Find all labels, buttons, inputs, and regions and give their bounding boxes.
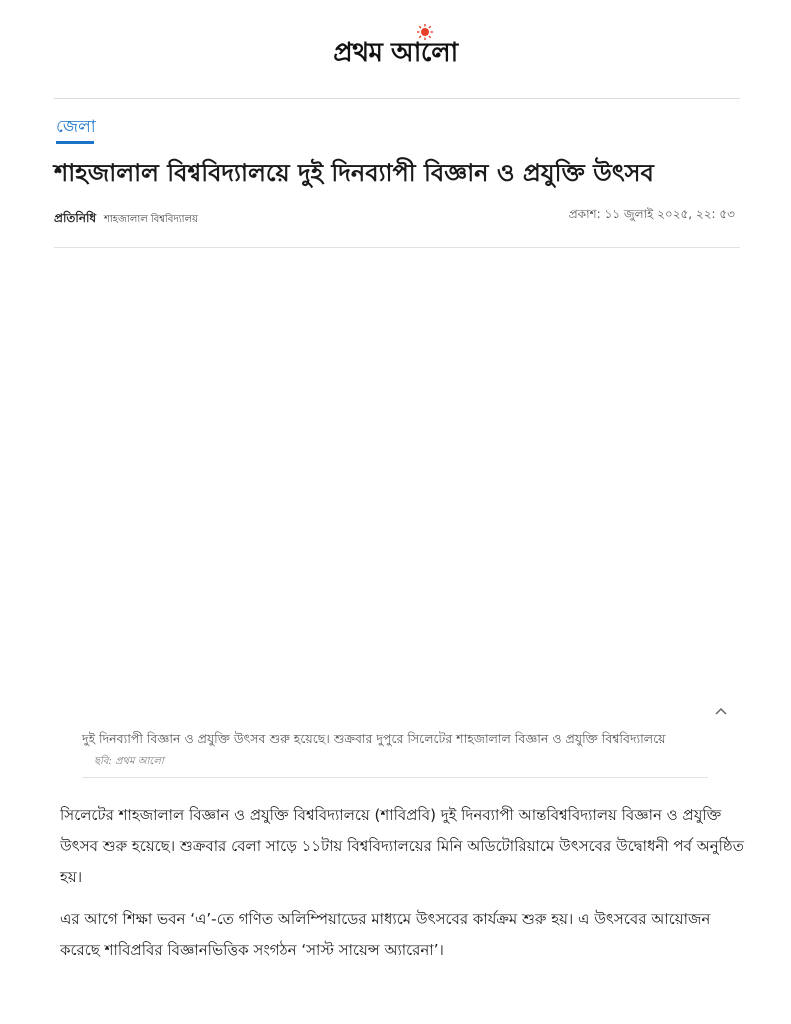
byline-divider [54,247,740,248]
photo-credit: ছবি: প্রথম আলো [94,756,164,767]
caption-text: দুই দিনব্যাপী বিজ্ঞান ও প্রযুক্তি উৎসব শুরু হয়েছে। শুক্রবার দুপুরে সিলেটের শাহজালাল বিজ্ঞান ও প্রযুক্তি বিশ্ববিদ্যালয়ে [82,731,666,746]
site-logo[interactable] [0,32,791,76]
article-image [54,256,740,696]
section-underline [56,141,94,144]
sun-icon [417,24,433,40]
published-date: প্রকাশ: ১১ জুলাই ২০২৫, ২২: ৫৩ [568,207,735,221]
header-divider [54,98,740,99]
caption-divider [82,777,708,778]
image-caption [82,728,672,772]
byline-name[interactable]: প্রতিনিধি [54,211,97,225]
article-paragraph: সিলেটের শাহজালাল বিজ্ঞান ও প্রযুক্তি বিশ্ববিদ্যালয়ে (শাবিপ্রবি) দুই দিনব্যাপী আন্তবিশ্ববিদ্যালয় বিজ্ঞান ও প্রযুক্তি উৎসব শুরু হয়েছে। শুক্রবার বেলা সাড়ে ১১টায় বিশ্ববিদ্যালয়ের মিনি অডিটোরিয়ামে উৎসবের উদ্বোধনী পর্ব অনুষ্ঠিত হয়। [60,806,744,886]
logo-text: প্রথম আলো [333,38,458,68]
byline [54,210,198,230]
byline-location: শাহজালাল বিশ্ববিদ্যালয় [103,214,198,225]
chevron-up-icon[interactable] [712,702,730,720]
section-link[interactable]: জেলা [56,117,96,137]
article-headline: শাহজালাল বিশ্ববিদ্যালয়ে দুই দিনব্যাপী বিজ্ঞান ও প্রযুক্তি উৎসব [54,159,654,187]
article-paragraph: এর আগে শিক্ষা ভবন ‘এ’-তে গণিত অলিম্পিয়াডের মাধ্যমে উৎসবের কার্যক্রম শুরু হয়। এ উৎসবের আয়োজন করেছে শাবিপ্রবির বিজ্ঞানভিত্তিক সংগঠন ‘সাস্ট সায়েন্স অ্যারেনা’। [60,910,711,959]
